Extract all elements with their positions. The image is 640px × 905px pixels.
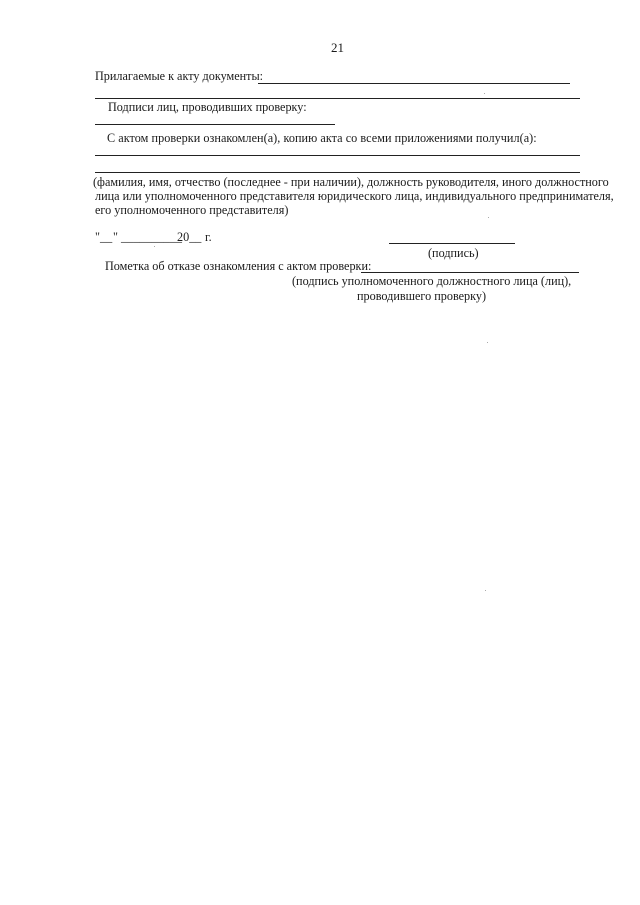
fio-caption-line-1: (фамилия, имя, отчество (последнее - при наличии), должность руководителя, иного должностного [93,175,609,189]
attached-docs-label: Прилагаемые к акту документы: [95,69,264,83]
signature-line [389,243,515,244]
date-close-quote: " [113,230,118,244]
scan-speck [487,342,488,343]
scan-speck [154,246,155,247]
acquainted-line-1 [95,155,580,156]
scan-speck [484,93,485,94]
fio-caption-line-2: лица или уполномоченного представителя юридического лица, индивидуального предпринимателя, [95,189,614,203]
signatures-line [95,124,335,125]
official-caption-line-1: (подпись уполномоченного должностного лица (лиц), [292,274,572,288]
page-number: 21 [331,40,344,55]
acquainted-text: С актом проверки ознакомлен(а), копию акта со всеми приложениями получил(а): [107,131,537,145]
refusal-label: Пометка об отказе ознакомления с актом проверки: [105,259,372,273]
date-month-blank: __________ [121,230,182,244]
scan-speck [485,590,486,591]
attached-docs-line-2 [95,98,580,99]
attached-docs-line [258,83,570,84]
refusal-line [361,272,579,273]
date-open-quote: " [95,230,100,244]
signatures-label: Подписи лиц, проводивших проверку: [108,100,307,114]
fio-caption-line-3: его уполномоченного представителя) [95,203,289,217]
official-caption-line-2: проводившего проверку) [357,289,487,303]
signature-caption: (подпись) [428,246,479,260]
date-year-prefix: 20__ [177,230,202,244]
date-day-blank: __ [100,230,113,244]
scan-speck [488,217,489,218]
date-year-suffix: г. [205,230,212,244]
acquainted-line-2 [95,172,580,173]
